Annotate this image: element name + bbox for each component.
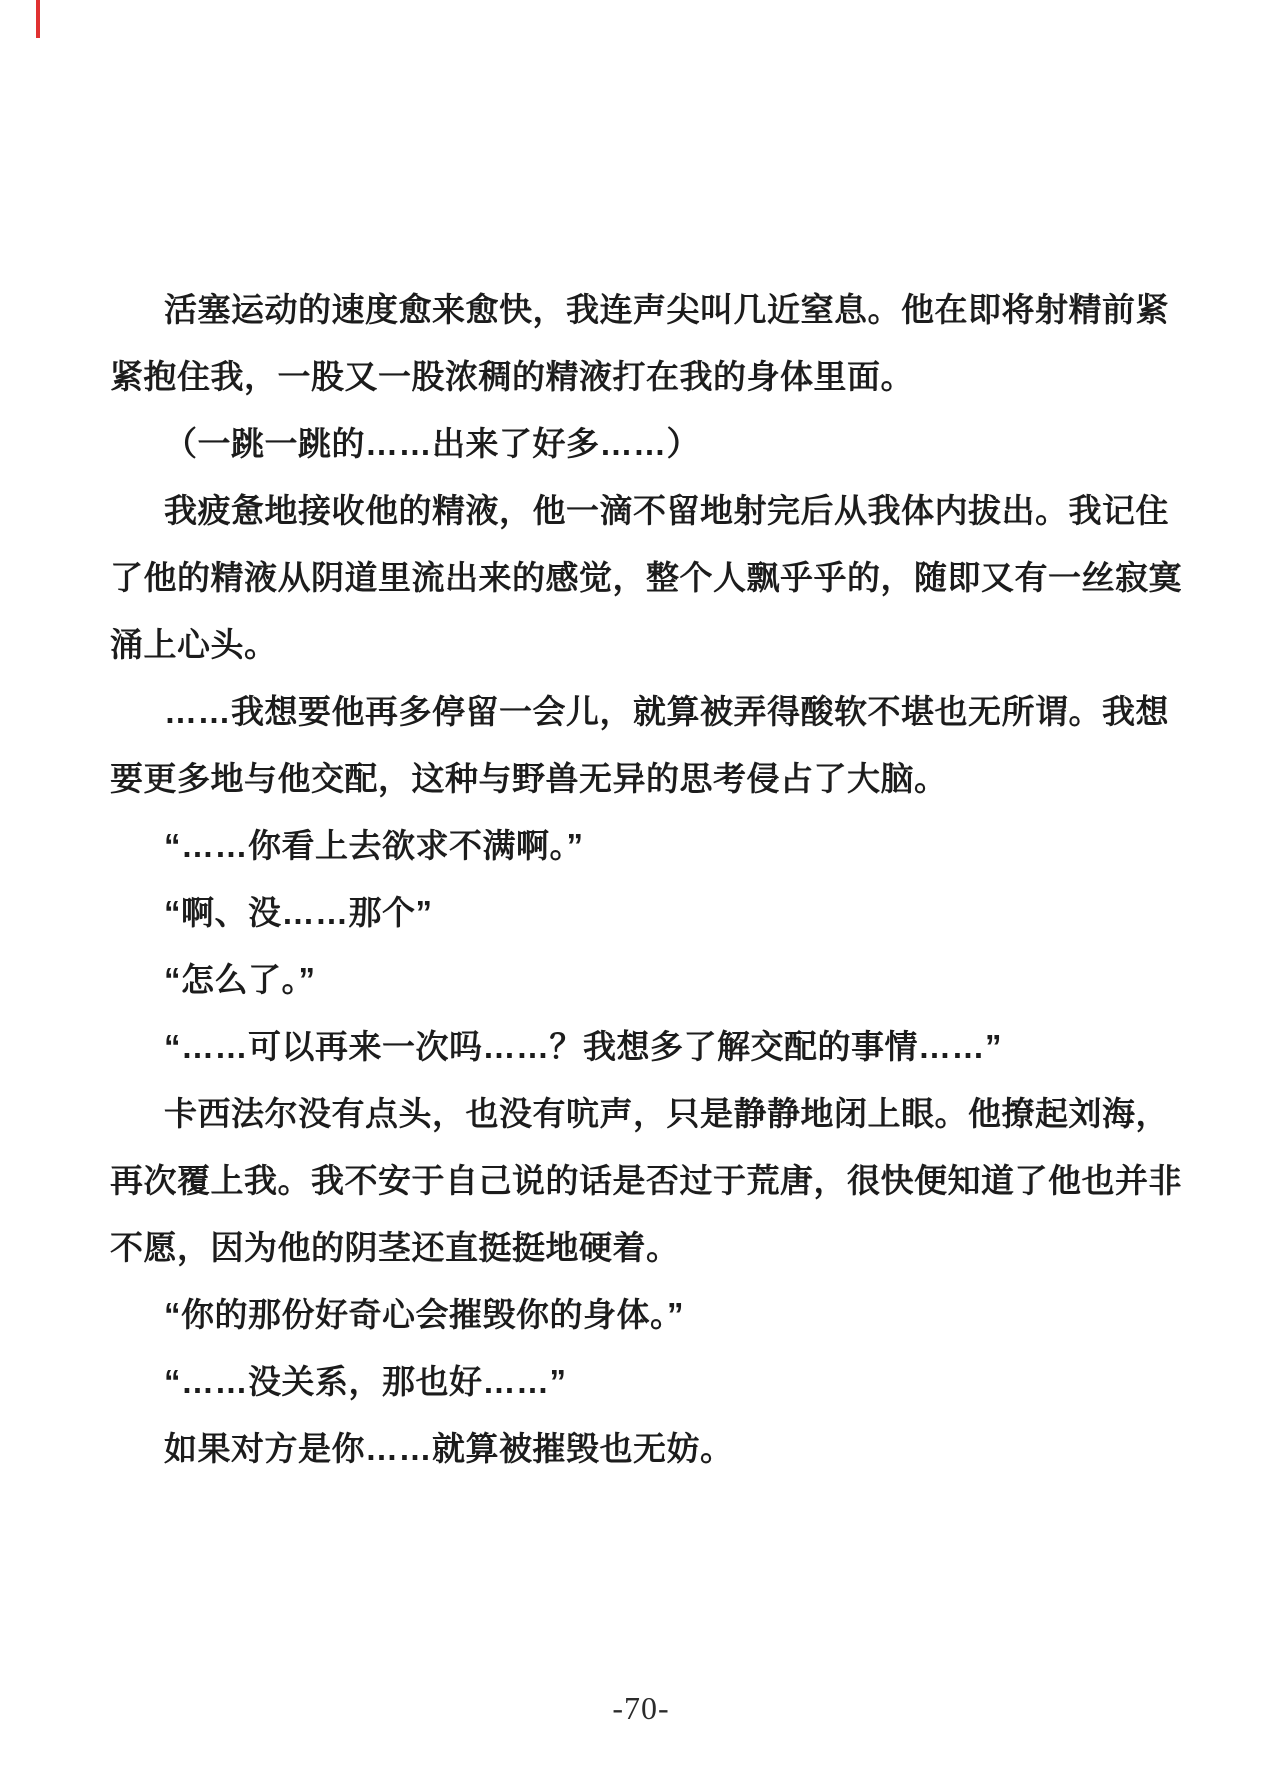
page-number: -70-: [612, 1690, 670, 1726]
text-line: “……没关系，那也好……”: [164, 1363, 567, 1400]
text-line: 不愿，因为他的阴茎还直挺挺地硬着。: [110, 1229, 680, 1266]
text-line: 我疲惫地接收他的精液，他一滴不留地射完后从我体内拔出。我记住: [164, 492, 1169, 529]
text-line: 了他的精液从阴道里流出来的感觉，整个人飘乎乎的，随即又有一丝寂寞: [110, 559, 1182, 596]
text-line: 紧抱住我，一股又一股浓稠的精液打在我的身体里面。: [110, 358, 914, 395]
text-line: “……可以再来一次吗……？我想多了解交配的事情……”: [164, 1028, 1002, 1065]
text-line: “啊、没……那个”: [164, 894, 433, 931]
text-line: 再次覆上我。我不安于自己说的话是否过于荒唐，很快便知道了他也并非: [110, 1162, 1182, 1199]
text-line: “……你看上去欲求不满啊。”: [164, 827, 584, 864]
text-line: 如果对方是你……就算被摧毁也无妨。: [164, 1430, 734, 1467]
text-line: “怎么了。”: [164, 961, 316, 998]
text-block: [110, 276, 1182, 1482]
text-line: 涌上心头。: [110, 626, 278, 663]
text-line: ……我想要他再多停留一会儿，就算被弄得酸软不堪也无所谓。我想: [164, 693, 1169, 730]
text-line: 活塞运动的速度愈来愈快，我连声尖叫几近窒息。他在即将射精前紧: [164, 291, 1169, 328]
page-edge-marker: [36, 0, 40, 38]
text-line: “你的那份好奇心会摧毁你的身体。”: [164, 1296, 684, 1333]
text-line: 卡西法尔没有点头，也没有吭声，只是静静地闭上眼。他撩起刘海，: [164, 1095, 1169, 1132]
text-line: （一跳一跳的……出来了好多……）: [164, 425, 700, 462]
text-line: 要更多地与他交配，这种与野兽无异的思考侵占了大脑。: [110, 760, 948, 797]
